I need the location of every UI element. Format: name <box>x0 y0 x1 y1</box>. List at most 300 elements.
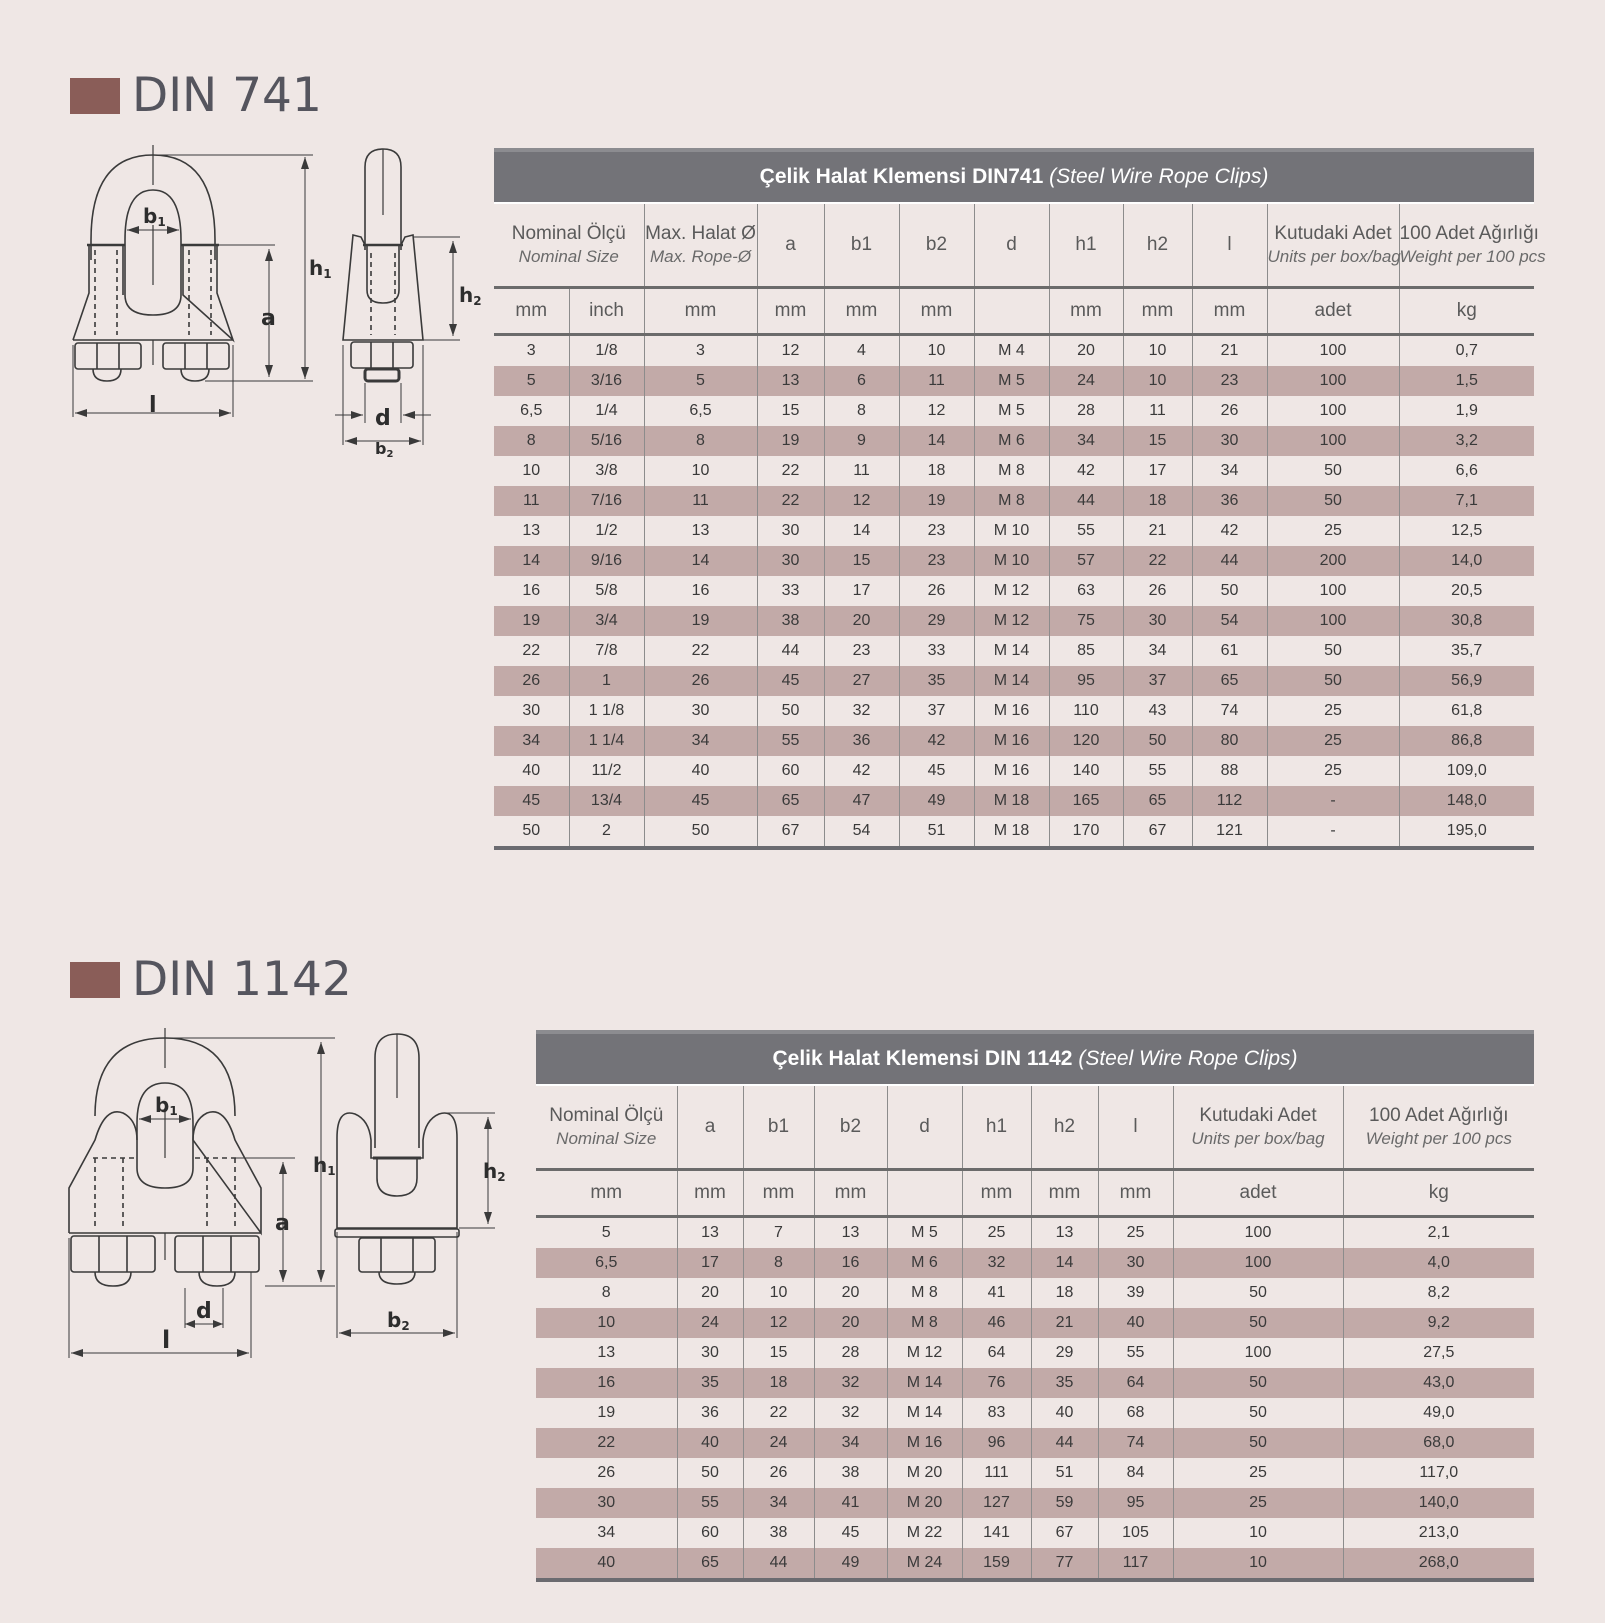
din741-title-main: Çelik Halat Klemensi DIN741 <box>759 165 1044 188</box>
table-cell: 5/8 <box>569 576 644 606</box>
svg-text:h1 <box>309 256 332 281</box>
table-cell: 18 <box>899 456 974 486</box>
table-cell: 11 <box>824 456 899 486</box>
table-cell: M 5 <box>974 366 1049 396</box>
table-cell: 11 <box>494 486 569 516</box>
table-cell: 76 <box>962 1368 1031 1398</box>
table-cell: 23 <box>824 636 899 666</box>
din1142-title-row <box>536 1032 1534 1085</box>
table-cell: 100 <box>1173 1338 1343 1368</box>
table-cell: 43,0 <box>1343 1368 1534 1398</box>
unit-cell: mm <box>536 1170 677 1217</box>
label-h1-sub: 1 <box>327 1164 336 1178</box>
table-cell: 32 <box>814 1398 887 1428</box>
table-cell: 56,9 <box>1399 666 1534 696</box>
table-cell: 50 <box>1173 1398 1343 1428</box>
table-cell: 25 <box>1267 696 1399 726</box>
table-cell: 35 <box>899 666 974 696</box>
table-cell: 17 <box>824 576 899 606</box>
column-header-tr: l <box>1133 1115 1138 1137</box>
table-cell: 15 <box>1123 426 1192 456</box>
unit-cell: mm <box>757 288 824 335</box>
table-cell: 7/8 <box>569 636 644 666</box>
svg-text:b2 <box>387 1308 410 1333</box>
unit-cell: inch <box>569 288 644 335</box>
table-cell: 42 <box>899 726 974 756</box>
table-cell: M 12 <box>974 606 1049 636</box>
table-cell: 12 <box>743 1308 814 1338</box>
column-header-en: Weight per 100 pcs <box>1399 247 1546 267</box>
din741-technical-drawing <box>65 145 482 470</box>
table-cell: 11/2 <box>569 756 644 786</box>
label-d: d <box>196 1299 212 1324</box>
table-row <box>536 1308 1534 1338</box>
din741-heading-text: DIN 741 <box>132 68 322 123</box>
column-header-en: Units per box/bag <box>1191 1129 1325 1149</box>
table-cell: 25 <box>1173 1458 1343 1488</box>
table-cell: 30 <box>757 546 824 576</box>
unit-cell: mm <box>962 1170 1031 1217</box>
table-cell: 21 <box>1192 335 1267 367</box>
label-b2: b <box>375 439 387 458</box>
table-cell: 6,5 <box>644 396 757 426</box>
table-cell: 112 <box>1192 786 1267 816</box>
table-cell: 83 <box>962 1398 1031 1428</box>
label-h2-sub: 2 <box>473 294 482 308</box>
table-row <box>494 786 1534 816</box>
unit-cell: mm <box>1098 1170 1173 1217</box>
din741-title-row <box>494 150 1534 203</box>
table-cell: 117,0 <box>1343 1458 1534 1488</box>
table-cell: 45 <box>757 666 824 696</box>
table-cell: 100 <box>1267 606 1399 636</box>
table-cell: 65 <box>1192 666 1267 696</box>
table-cell: 26 <box>743 1458 814 1488</box>
table-cell: 22 <box>743 1398 814 1428</box>
table-cell: 42 <box>1049 456 1123 486</box>
table-cell: 10 <box>522 462 541 479</box>
table-cell: 109,0 <box>1399 756 1534 786</box>
table-cell: 30 <box>1123 606 1192 636</box>
table-cell: 44 <box>1049 486 1123 516</box>
table-cell: 140 <box>1049 756 1123 786</box>
table-cell: 15 <box>824 546 899 576</box>
unit-cell: mm <box>677 1170 743 1217</box>
column-header-tr: h1 <box>985 1115 1008 1137</box>
table-cell: 14 <box>644 546 757 576</box>
column-header-tr: h2 <box>1146 233 1169 255</box>
svg-text:b1 <box>143 204 166 229</box>
din1142-table-title <box>536 1032 1534 1085</box>
column-header-tr: Kutudaki Adet <box>1199 1104 1317 1126</box>
table-cell: 10 <box>536 1308 677 1338</box>
table-cell: 26 <box>597 1464 616 1481</box>
table-cell: 22 <box>522 642 541 659</box>
table-cell: 195,0 <box>1399 816 1534 848</box>
table-cell: 50 <box>1267 456 1399 486</box>
column-header-tr: b2 <box>839 1115 862 1137</box>
label-b1-sub: 1 <box>169 1104 178 1118</box>
table-cell: 40 <box>1098 1308 1173 1338</box>
table-cell: 165 <box>1049 786 1123 816</box>
table-cell: 50 <box>1173 1368 1343 1398</box>
label-a: a <box>261 306 276 331</box>
table-cell: 3 <box>526 342 536 359</box>
table-cell: 8 <box>824 396 899 426</box>
column-header <box>1031 1085 1098 1170</box>
label-b2: b <box>387 1308 402 1332</box>
table-cell: 30,8 <box>1399 606 1534 636</box>
unit-cell: mm <box>644 288 757 335</box>
table-cell: 13 <box>1031 1217 1098 1249</box>
table-cell: 34 <box>494 726 569 756</box>
unit-cell: mm <box>814 1170 887 1217</box>
table-cell: 213,0 <box>1343 1518 1534 1548</box>
table-cell: 18 <box>743 1368 814 1398</box>
table-row <box>494 366 1534 396</box>
table-cell: 30 <box>1192 426 1267 456</box>
table-cell: 8 <box>494 426 569 456</box>
table-cell: 13 <box>522 522 541 539</box>
table-cell: 148,0 <box>1399 786 1534 816</box>
table-cell: 22 <box>1123 546 1192 576</box>
table-cell: 8 <box>601 1284 611 1301</box>
table-cell: 35 <box>1031 1368 1098 1398</box>
table-cell: M 6 <box>974 426 1049 456</box>
table-cell: 11 <box>899 366 974 396</box>
table-cell: M 14 <box>974 666 1049 696</box>
table-cell: 49,0 <box>1343 1398 1534 1428</box>
column-header <box>494 203 644 288</box>
table-cell: 100 <box>1267 396 1399 426</box>
table-cell: 40 <box>536 1548 677 1580</box>
table-cell: 40 <box>677 1428 743 1458</box>
table-cell: 41 <box>814 1488 887 1518</box>
table-row <box>536 1518 1534 1548</box>
table-cell: 65 <box>757 786 824 816</box>
table-row <box>494 396 1534 426</box>
table-cell: 50 <box>757 696 824 726</box>
table-cell: 64 <box>1098 1368 1173 1398</box>
table-cell: 20 <box>677 1278 743 1308</box>
table-cell: M 14 <box>887 1368 962 1398</box>
table-cell: 14 <box>824 516 899 546</box>
table-cell: 57 <box>1049 546 1123 576</box>
unit-cell: mm <box>494 288 569 335</box>
table-cell: M 16 <box>974 756 1049 786</box>
table-cell: 30 <box>536 1488 677 1518</box>
table-cell: 268,0 <box>1343 1548 1534 1580</box>
table-cell: 68,0 <box>1343 1428 1534 1458</box>
table-cell: 26 <box>494 666 569 696</box>
din741-table-title <box>494 150 1534 203</box>
table-row <box>494 335 1534 367</box>
label-h1: h <box>309 256 324 280</box>
table-cell: 96 <box>962 1428 1031 1458</box>
table-cell: 12 <box>757 335 824 367</box>
column-header <box>814 1085 887 1170</box>
table-cell: 13 <box>757 366 824 396</box>
unit-cell: mm <box>743 1170 814 1217</box>
column-header-tr: a <box>785 233 796 255</box>
din1142-heading <box>70 952 352 1007</box>
table-cell: 1 <box>569 666 644 696</box>
table-cell: 44 <box>743 1548 814 1580</box>
unit-cell <box>887 1170 962 1217</box>
table-cell: 86,8 <box>1399 726 1534 756</box>
table-row <box>536 1248 1534 1278</box>
table-cell: 1,5 <box>1399 366 1534 396</box>
table-cell: 26 <box>1192 396 1267 426</box>
table-cell: M 14 <box>974 636 1049 666</box>
table-cell: M 22 <box>887 1518 962 1548</box>
table-row <box>494 696 1534 726</box>
label-b1: b <box>143 204 158 228</box>
table-cell: M 16 <box>974 696 1049 726</box>
unit-cell: mm <box>1031 1170 1098 1217</box>
table-cell: 24 <box>743 1428 814 1458</box>
table-cell: M 10 <box>974 516 1049 546</box>
column-header <box>743 1085 814 1170</box>
table-cell: 60 <box>677 1518 743 1548</box>
table-cell: 13 <box>644 516 757 546</box>
table-cell: 35,7 <box>1399 636 1534 666</box>
column-header <box>1267 203 1399 288</box>
table-cell: 61 <box>1192 636 1267 666</box>
table-cell: 3 <box>644 335 757 367</box>
column-header <box>962 1085 1031 1170</box>
table-cell: M 6 <box>887 1248 962 1278</box>
label-b1-sub: 1 <box>157 215 166 229</box>
table-row <box>536 1338 1534 1368</box>
table-cell: 110 <box>1049 696 1123 726</box>
table-cell: 30 <box>677 1338 743 1368</box>
table-cell: 41 <box>962 1278 1031 1308</box>
table-cell: 105 <box>1098 1518 1173 1548</box>
table-cell: 6,6 <box>1399 456 1534 486</box>
table-cell: 85 <box>1049 636 1123 666</box>
table-cell: 50 <box>644 816 757 848</box>
table-cell: M 18 <box>974 786 1049 816</box>
table-cell: 14,0 <box>1399 546 1534 576</box>
table-cell: 35 <box>677 1368 743 1398</box>
svg-text:b2 <box>375 439 393 460</box>
column-header <box>899 203 974 288</box>
column-header <box>1399 203 1546 288</box>
table-cell: 28 <box>814 1338 887 1368</box>
table-cell: 44 <box>757 636 824 666</box>
table-cell: 36 <box>677 1398 743 1428</box>
unit-cell: mm <box>1049 288 1123 335</box>
din741-spec-table <box>494 148 1546 850</box>
table-cell: 14 <box>899 426 974 456</box>
column-header-tr: b2 <box>925 233 948 255</box>
table-row <box>494 726 1534 756</box>
din1142-heading-text: DIN 1142 <box>132 952 352 1007</box>
table-cell: M 12 <box>887 1338 962 1368</box>
table-cell: 8 <box>644 426 757 456</box>
column-header-tr: l <box>1227 233 1232 255</box>
table-cell: 45 <box>899 756 974 786</box>
table-cell: 6,5 <box>536 1248 677 1278</box>
table-cell: 20 <box>1049 335 1123 367</box>
unit-cell: mm <box>1123 288 1192 335</box>
column-header-tr: Kutudaki Adet <box>1274 222 1392 244</box>
table-cell: 5 <box>494 366 569 396</box>
table-cell: 80 <box>1192 726 1267 756</box>
table-cell: 1 1/8 <box>569 696 644 726</box>
column-header-tr: Nominal Ölçü <box>549 1104 664 1126</box>
table-cell: 6 <box>824 366 899 396</box>
table-row <box>494 636 1534 666</box>
table-cell: 12,5 <box>1399 516 1534 546</box>
table-cell: 95 <box>1049 666 1123 696</box>
column-header <box>1123 203 1192 288</box>
din1142-title-main: Çelik Halat Klemensi DIN 1142 <box>772 1047 1073 1070</box>
table-cell: 67 <box>1123 816 1192 848</box>
table-row <box>494 486 1534 516</box>
label-b1: b <box>155 1093 170 1117</box>
label-l: l <box>162 1326 171 1354</box>
table-cell: 18 <box>1123 486 1192 516</box>
column-header <box>1049 203 1123 288</box>
table-cell: 38 <box>814 1458 887 1488</box>
unit-cell: mm <box>899 288 974 335</box>
table-cell: 25 <box>1267 756 1399 786</box>
table-cell: M 16 <box>887 1428 962 1458</box>
table-cell: 30 <box>757 516 824 546</box>
table-cell: 50 <box>1173 1278 1343 1308</box>
table-cell: 3/8 <box>569 456 644 486</box>
table-cell: 10 <box>899 335 974 367</box>
table-cell: 15 <box>757 396 824 426</box>
table-cell: 23 <box>1192 366 1267 396</box>
table-cell: M 12 <box>974 576 1049 606</box>
column-header-tr: b1 <box>767 1115 790 1137</box>
table-cell: 16 <box>536 1368 677 1398</box>
table-cell: 50 <box>1267 486 1399 516</box>
table-cell: 26 <box>899 576 974 606</box>
table-cell: 100 <box>1267 576 1399 606</box>
table-cell: 1,9 <box>1399 396 1534 426</box>
table-row <box>494 606 1534 636</box>
label-h1-sub: 1 <box>323 267 332 281</box>
table-cell: 88 <box>1192 756 1267 786</box>
unit-cell <box>974 288 1049 335</box>
table-cell: 50 <box>494 816 569 848</box>
table-cell: 40 <box>644 756 757 786</box>
table-row <box>536 1278 1534 1308</box>
table-cell: 4 <box>824 335 899 367</box>
table-cell: 50 <box>1192 576 1267 606</box>
table-cell: 120 <box>1049 726 1123 756</box>
table-cell: 7/16 <box>569 486 644 516</box>
table-cell: 3/16 <box>569 366 644 396</box>
table-cell: 11 <box>1123 396 1192 426</box>
heading-color-block <box>70 962 120 998</box>
table-cell: 3/4 <box>569 606 644 636</box>
label-b2-sub: 2 <box>401 1319 410 1333</box>
table-cell: 117 <box>1098 1548 1173 1580</box>
din741-heading <box>70 68 322 123</box>
unit-cell: adet <box>1267 288 1399 335</box>
unit-cell: adet <box>1173 1170 1343 1217</box>
table-cell: 54 <box>1192 606 1267 636</box>
din1142-title-sub: (Steel Wire Rope Clips) <box>1078 1047 1298 1070</box>
svg-text:h1 <box>313 1153 336 1178</box>
table-cell: 100 <box>1173 1217 1343 1249</box>
table-cell: 7,1 <box>1399 486 1534 516</box>
table-row <box>494 516 1534 546</box>
table-cell: 46 <box>962 1308 1031 1338</box>
table-row <box>494 546 1534 576</box>
column-header-en: Nominal Size <box>556 1129 657 1149</box>
column-header-en: Units per box/bag <box>1267 247 1401 267</box>
table-cell: 28 <box>1049 396 1123 426</box>
column-header-tr: a <box>704 1115 716 1137</box>
table-cell: 9/16 <box>569 546 644 576</box>
table-cell: 18 <box>1031 1278 1098 1308</box>
column-header <box>824 203 899 288</box>
table-cell: 23 <box>899 546 974 576</box>
column-header <box>1098 1085 1173 1170</box>
table-row <box>536 1398 1534 1428</box>
heading-color-block <box>70 78 120 114</box>
table-cell: 26 <box>644 666 757 696</box>
label-h2: h <box>483 1159 498 1183</box>
table-cell: 141 <box>962 1518 1031 1548</box>
table-cell: M 16 <box>974 726 1049 756</box>
table-cell: 3,2 <box>1399 426 1534 456</box>
table-cell: 13 <box>814 1217 887 1249</box>
table-cell: 20,5 <box>1399 576 1534 606</box>
table-cell: 45 <box>644 786 757 816</box>
column-header-tr: b1 <box>850 233 873 255</box>
unit-cell: mm <box>1192 288 1267 335</box>
table-cell: 17 <box>1123 456 1192 486</box>
table-cell: 100 <box>1267 366 1399 396</box>
table-cell: M 10 <box>974 546 1049 576</box>
table-cell: 25 <box>1267 726 1399 756</box>
din741-table-body <box>494 335 1534 849</box>
table-cell: 36 <box>1192 486 1267 516</box>
table-cell: 55 <box>757 726 824 756</box>
table-cell: - <box>1267 816 1399 848</box>
table-cell: 16 <box>522 582 541 599</box>
table-cell: M 18 <box>974 816 1049 848</box>
table-cell: 111 <box>962 1458 1031 1488</box>
table-cell: 61,8 <box>1399 696 1534 726</box>
table-cell: 44 <box>1031 1428 1098 1458</box>
column-header <box>1173 1085 1343 1170</box>
table-cell: 19 <box>757 426 824 456</box>
table-cell: 36 <box>824 726 899 756</box>
table-cell: 34 <box>1192 456 1267 486</box>
table-cell: 63 <box>1049 576 1123 606</box>
table-cell: 59 <box>1031 1488 1098 1518</box>
table-cell: 67 <box>1031 1518 1098 1548</box>
table-cell: 10 <box>1173 1548 1343 1580</box>
table-cell: 51 <box>1031 1458 1098 1488</box>
table-cell: 2 <box>569 816 644 848</box>
din1142-table-body <box>536 1217 1534 1581</box>
table-cell: 49 <box>814 1548 887 1580</box>
table-cell: 34 <box>743 1488 814 1518</box>
table-cell: M 5 <box>974 396 1049 426</box>
din1142-header-row <box>536 1085 1534 1170</box>
table-row <box>536 1548 1534 1580</box>
table-cell: 47 <box>824 786 899 816</box>
